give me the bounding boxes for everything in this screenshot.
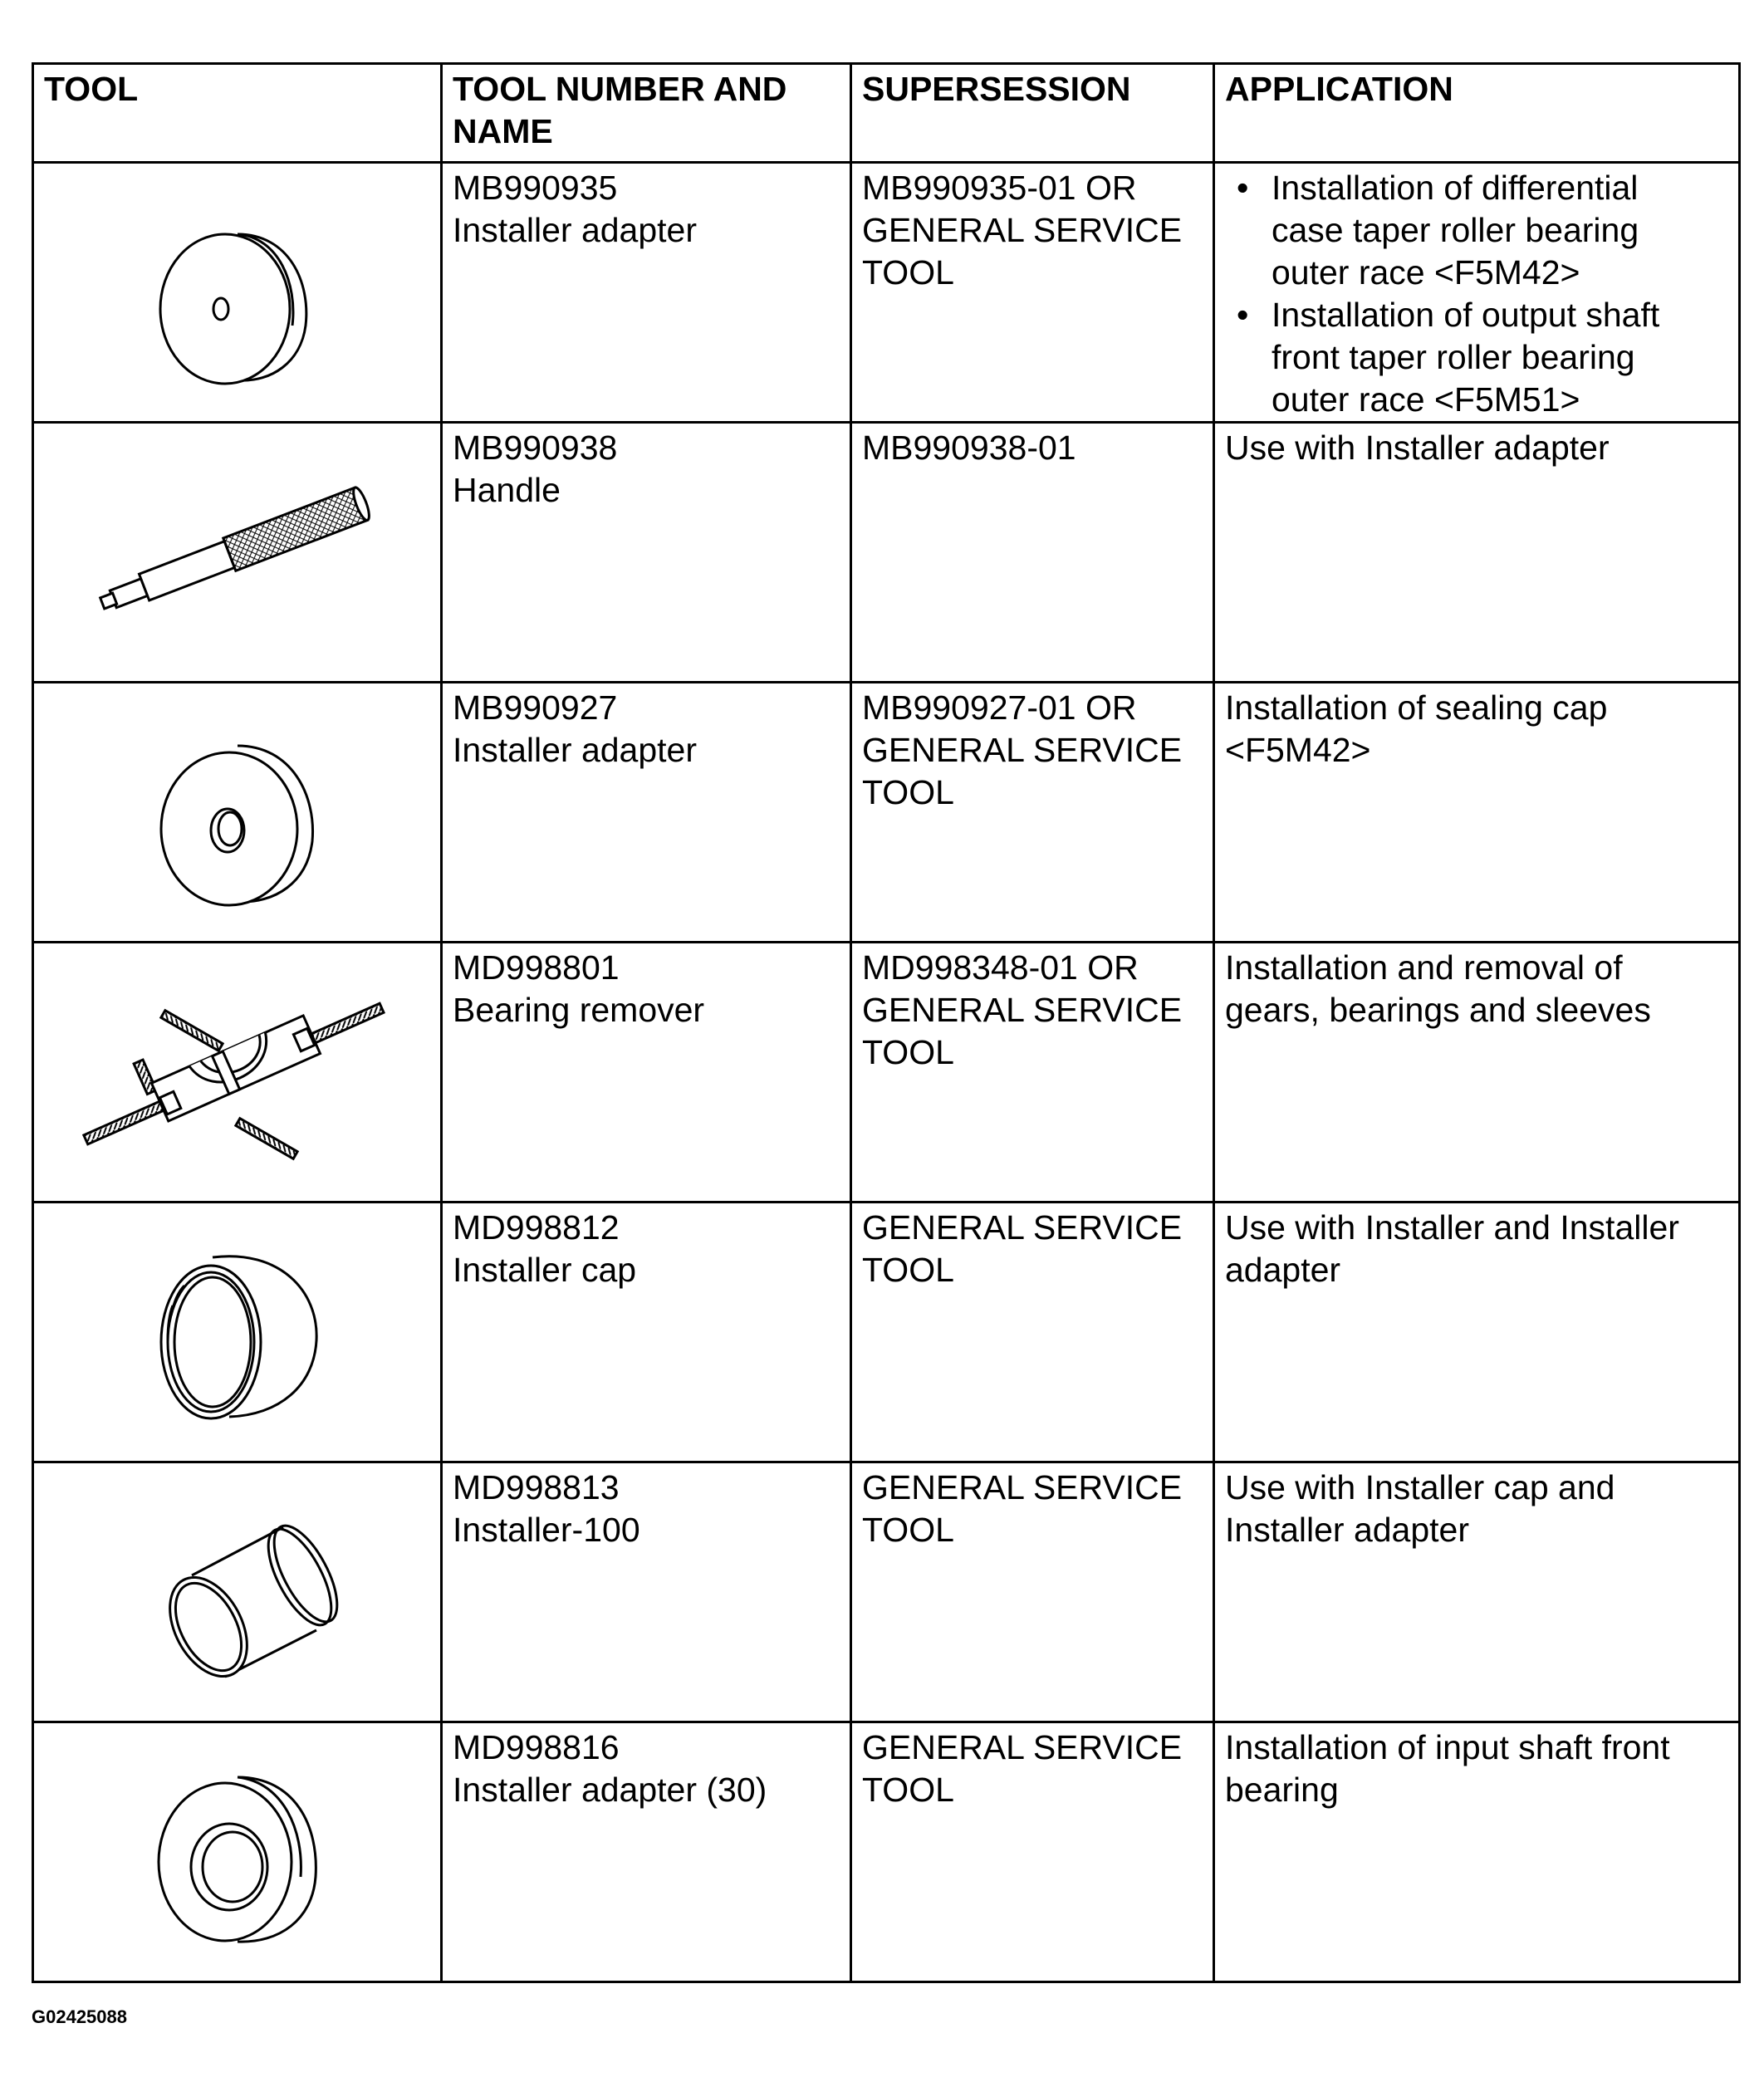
supersession-line: GENERAL SERVICE xyxy=(862,211,1183,249)
supersession-line: MB990938-01 xyxy=(862,429,1076,467)
application-line: gears, bearings and sleeves xyxy=(1225,991,1651,1029)
tool-name: Installer adapter xyxy=(453,731,698,769)
tool-number: MD998812 xyxy=(453,1208,620,1247)
table-row xyxy=(33,163,1740,423)
supersession-line: GENERAL SERVICE xyxy=(862,1208,1183,1247)
supersession-line: TOOL xyxy=(862,1033,954,1071)
tool-number: MD998816 xyxy=(453,1728,620,1766)
supersession-line: MB990935-01 OR xyxy=(862,169,1137,207)
table-row xyxy=(33,943,1740,1203)
table-row xyxy=(33,1203,1740,1462)
table-row xyxy=(33,423,1740,683)
supersession-cell xyxy=(851,423,1214,683)
special-tools-table xyxy=(32,62,1741,1983)
application-list xyxy=(1225,167,1728,421)
tool-number-name-cell xyxy=(442,423,851,683)
application-cell xyxy=(1214,1203,1740,1462)
table-row xyxy=(33,1722,1740,1982)
application-line: Use with Installer and Installer xyxy=(1225,1208,1679,1247)
tool-name: Installer-100 xyxy=(453,1511,640,1549)
supersession-cell xyxy=(851,943,1214,1203)
tool-name: Installer adapter (30) xyxy=(453,1771,767,1809)
application-line: Use with Installer adapter xyxy=(1225,429,1610,467)
tool-illustration-cell xyxy=(33,1722,442,1982)
application-cell xyxy=(1214,1462,1740,1722)
bearing-remover-icon xyxy=(55,964,420,1180)
supersession-cell xyxy=(851,163,1214,423)
application-bullet xyxy=(1225,167,1728,294)
header-line: NAME xyxy=(453,112,553,150)
application-cell xyxy=(1214,163,1740,423)
installer-adapter-icon xyxy=(113,1744,362,1960)
supersession-line: MD998348-01 OR xyxy=(862,948,1139,987)
application-line: bearing xyxy=(1225,1771,1339,1809)
application-line: Installer adapter xyxy=(1225,1511,1470,1549)
supersession-line: TOOL xyxy=(862,1511,954,1549)
tool-name: Bearing remover xyxy=(453,991,705,1029)
application-line: • Installation of differential xyxy=(1272,169,1639,207)
tool-number-name-cell xyxy=(442,1462,851,1722)
tool-name: Handle xyxy=(453,471,561,509)
tool-illustration-cell xyxy=(33,423,442,683)
tool-illustration-cell xyxy=(33,163,442,423)
supersession-line: GENERAL SERVICE xyxy=(862,1468,1183,1506)
installer-cap-icon xyxy=(113,1224,362,1440)
tool-illustration-cell xyxy=(33,1203,442,1462)
handle-icon xyxy=(71,444,404,660)
tool-number: MB990935 xyxy=(453,169,618,207)
header-application: APPLICATION xyxy=(1214,64,1740,163)
tool-number: MD998801 xyxy=(453,948,620,987)
tool-name: Installer adapter xyxy=(453,211,698,249)
supersession-cell xyxy=(851,1203,1214,1462)
tool-number-name-cell xyxy=(442,1203,851,1462)
installer-sleeve-icon xyxy=(113,1484,362,1700)
application-cell xyxy=(1214,423,1740,683)
tool-number: MB990927 xyxy=(453,688,618,727)
application-line: adapter xyxy=(1225,1251,1341,1289)
supersession-line: GENERAL SERVICE xyxy=(862,991,1183,1029)
supersession-line: MB990927-01 OR xyxy=(862,688,1137,727)
header-supersession: SUPERSESSION xyxy=(851,64,1214,163)
supersession-cell xyxy=(851,1462,1214,1722)
application-line: Use with Installer cap and xyxy=(1225,1468,1615,1506)
application-line: outer race <F5M42> xyxy=(1272,253,1580,291)
installer-adapter-icon xyxy=(113,704,362,920)
supersession-cell xyxy=(851,1722,1214,1982)
supersession-line: GENERAL SERVICE xyxy=(862,731,1183,769)
tool-illustration-cell xyxy=(33,1462,442,1722)
application-cell xyxy=(1214,683,1740,943)
application-line: front taper roller bearing xyxy=(1272,338,1635,376)
application-line: <F5M42> xyxy=(1225,731,1371,769)
application-bullet xyxy=(1225,294,1728,421)
tool-name: Installer cap xyxy=(453,1251,637,1289)
supersession-line: TOOL xyxy=(862,253,954,291)
figure-code: G02425088 xyxy=(32,2006,127,2027)
header-tool-number-name xyxy=(442,64,851,163)
supersession-line: TOOL xyxy=(862,1251,954,1289)
supersession-line: GENERAL SERVICE xyxy=(862,1728,1183,1766)
application-line: case taper roller bearing xyxy=(1272,211,1639,249)
application-line: outer race <F5M51> xyxy=(1272,380,1580,419)
installer-adapter-icon xyxy=(113,184,362,400)
supersession-cell xyxy=(851,683,1214,943)
application-line: Installation and removal of xyxy=(1225,948,1623,987)
header-row xyxy=(33,64,1740,163)
tool-number: MB990938 xyxy=(453,429,618,467)
tool-illustration-cell xyxy=(33,683,442,943)
application-line: Installation of sealing cap xyxy=(1225,688,1608,727)
tool-illustration-cell xyxy=(33,943,442,1203)
header-tool: TOOL xyxy=(33,64,442,163)
application-line: Installation of input shaft front xyxy=(1225,1728,1670,1766)
tool-number-name-cell xyxy=(442,1722,851,1982)
application-cell xyxy=(1214,943,1740,1203)
tool-number-name-cell xyxy=(442,163,851,423)
application-line: • Installation of output shaft xyxy=(1272,296,1660,334)
tool-number-name-cell xyxy=(442,683,851,943)
application-cell xyxy=(1214,1722,1740,1982)
table-row xyxy=(33,1462,1740,1722)
table-row xyxy=(33,683,1740,943)
header-line: TOOL NUMBER AND xyxy=(453,70,787,108)
supersession-line: TOOL xyxy=(862,773,954,811)
tool-number: MD998813 xyxy=(453,1468,620,1506)
supersession-line: TOOL xyxy=(862,1771,954,1809)
tool-number-name-cell xyxy=(442,943,851,1203)
